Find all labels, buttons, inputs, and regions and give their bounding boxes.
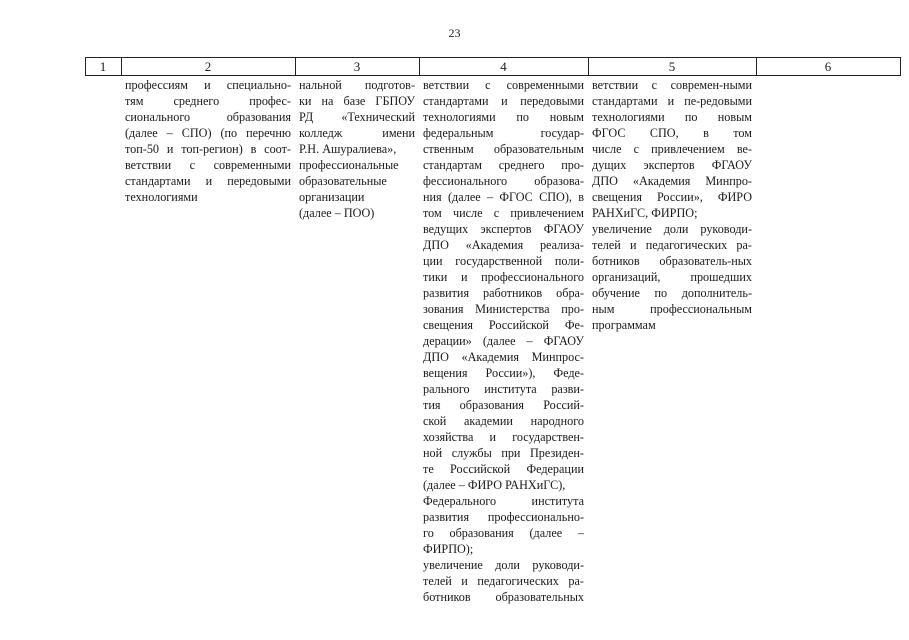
column-2-text — [125, 77, 291, 205]
text-line: технологиями по новым — [423, 110, 584, 124]
text-line: стандартами и передовыми — [423, 94, 584, 108]
header-bottom-rule — [85, 75, 901, 76]
text-line: го образования (далее – — [423, 526, 584, 540]
text-line: программам — [592, 318, 656, 332]
text-line: свещения России», ФИРО — [592, 190, 752, 204]
text-line: вещения России»), Феде- — [423, 366, 584, 380]
text-line: стандартам среднего про- — [423, 158, 584, 172]
text-line: том числе с привлечением — [423, 206, 584, 220]
column-3-text — [299, 77, 415, 221]
text-line: телей и педагогических ра- — [423, 574, 584, 588]
header-cell-5: 5 — [668, 59, 676, 74]
text-line: ДПО «Академия реализа- — [423, 238, 584, 252]
text-line: (далее – СПО) (по перечню — [125, 126, 291, 140]
header-top-rule — [85, 57, 901, 58]
column-4-text — [423, 77, 584, 605]
text-line: Р.Н. Ашуралиева», — [299, 142, 397, 156]
text-line: рального института разви- — [423, 382, 584, 396]
text-line: нальной подготов- — [299, 78, 415, 92]
text-line: организаций, прошедших — [592, 270, 752, 284]
text-line: ФГОС СПО, в том — [592, 126, 752, 140]
text-line: ветствии с современными — [423, 78, 584, 92]
text-line: фессионального образова- — [423, 174, 584, 188]
text-line: ФИРПО); — [423, 542, 474, 556]
text-line: ки на базе ГБПОУ — [299, 94, 415, 108]
text-line: ственным образовательным — [423, 142, 584, 156]
text-line: увеличение доли руководи- — [423, 558, 584, 572]
text-line: (далее – ПОО) — [299, 206, 375, 220]
text-line: сионального образования — [125, 110, 291, 124]
text-line: ной службы при Президен- — [423, 446, 584, 460]
text-line: стандартами и передовыми — [125, 174, 291, 188]
page-number: 23 — [448, 26, 461, 40]
text-line: ным профессиональным — [592, 302, 752, 316]
text-line: технологиями по новым — [592, 110, 752, 124]
text-line: ботников образователь-ных — [592, 254, 752, 268]
text-line: дущих экспертов ФГАОУ — [592, 158, 752, 172]
text-line: колледж имени — [299, 126, 415, 140]
text-line: РАНХиГС, ФИРПО; — [592, 206, 698, 220]
text-line: тики и профессионального — [423, 270, 584, 284]
text-line: ДПО «Академия Минпро- — [592, 174, 752, 188]
text-line: развития работников обра- — [423, 286, 584, 300]
text-line: (далее – ФИРО РАНХиГС), — [423, 478, 566, 492]
text-line: топ-50 и топ-регион) в соот- — [125, 142, 291, 156]
text-line: профессиям и специально- — [125, 78, 291, 92]
col-divider — [900, 57, 901, 76]
column-5-text — [592, 77, 752, 333]
text-line: ской академии народного — [423, 414, 584, 428]
header-cell-4: 4 — [500, 59, 507, 74]
text-line: технологиями — [125, 190, 198, 204]
text-line: развития профессионально- — [423, 510, 584, 524]
text-line: ветствии с современ-ными — [592, 78, 752, 92]
text-line: обучение по дополнитель- — [592, 286, 752, 300]
text-line: числе с привлечением ве- — [592, 142, 752, 156]
text-line: дерации» (далее – ФГАОУ — [423, 334, 584, 348]
text-line: ДПО «Академия Минпрос- — [423, 350, 584, 364]
text-line: организации — [299, 190, 365, 204]
text-line: те Российской Федерации — [423, 462, 584, 476]
text-line: РД «Технический — [299, 110, 415, 124]
text-line: хозяйства и государствен- — [423, 430, 584, 444]
text-line: профессиональные — [299, 158, 399, 172]
text-line: стандартами и пе-редовыми — [592, 94, 752, 108]
text-line: федеральным государ- — [423, 126, 584, 140]
text-line: ции государственной поли- — [423, 254, 584, 268]
header-cell-6: 6 — [824, 59, 832, 74]
text-line: зования Министерства про- — [423, 302, 584, 316]
header-cell-2: 2 — [204, 59, 212, 74]
text-line: ботников образовательных — [423, 590, 584, 604]
text-line: ветствии с современными — [125, 158, 291, 172]
text-line: увеличение доли руководи- — [592, 222, 752, 236]
text-line: образовательные — [299, 174, 387, 188]
text-line: ведущих экспертов ФГАОУ — [423, 222, 584, 236]
text-line: тям среднего профес- — [125, 94, 291, 108]
text-line: Федерального института — [423, 494, 584, 508]
header-cell-1: 1 — [99, 59, 107, 74]
text-line: свещения Российской Фе- — [423, 318, 584, 332]
text-line: телей и педагогических ра- — [592, 238, 752, 252]
header-cell-3: 3 — [353, 59, 361, 74]
text-line: тия образования Россий- — [423, 398, 584, 412]
text-line: ния (далее – ФГОС СПО), в — [423, 190, 584, 204]
